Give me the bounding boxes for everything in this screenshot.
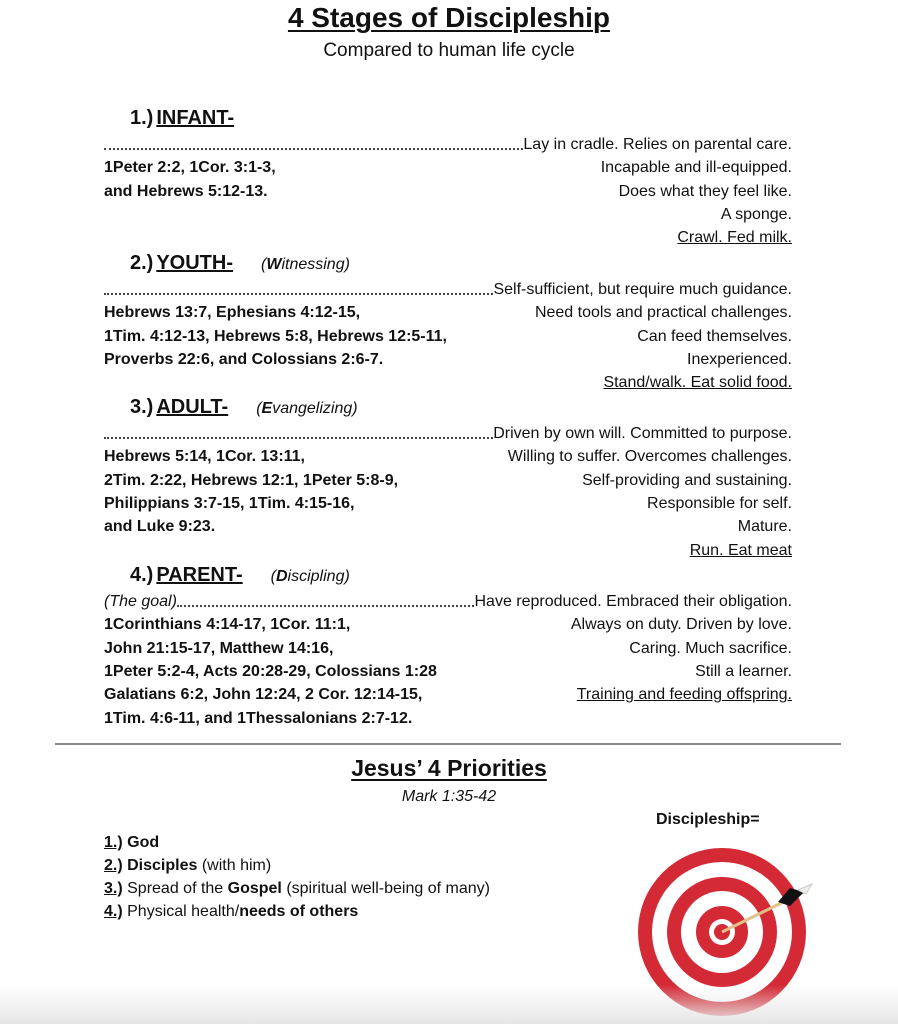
stage-label: YOUTH- [156, 252, 234, 274]
stage-label: ADULT- [156, 396, 229, 418]
priorities-title [0, 755, 898, 782]
priority-text: needs of others [239, 903, 359, 920]
title-text: 4 Stages of Discipleship [287, 2, 611, 33]
scripture-refs: 1Tim. 4:6-11, and 1Thessalonians 2:7-12. [104, 709, 413, 727]
scripture-refs: 1Peter 5:2-4, Acts 20:28-29, Colossians 1:28 [104, 662, 437, 680]
stage-line [104, 324, 792, 346]
stage-line [104, 277, 792, 299]
stage-description: Lay in cradle. Relies on parental care. [523, 136, 792, 153]
stage-line [104, 491, 792, 513]
scripture-refs: 2Tim. 2:22, Hebrews 12:1, 1Peter 5:8-9, [104, 471, 399, 489]
scripture-refs: 1Tim. 4:12-13, Hebrews 5:8, Hebrews 12:5-11, [104, 327, 447, 345]
priority-text: God [127, 834, 160, 851]
stage-description: Still a learner. [695, 662, 792, 680]
stage-line [104, 347, 792, 369]
stage-heading [130, 396, 358, 419]
paren: ( [270, 568, 276, 585]
scripture-refs: and Luke 9:23. [104, 518, 216, 536]
stage-line [104, 421, 792, 443]
sub-rest: vangelizing) [272, 400, 358, 417]
paren: ( [256, 400, 262, 417]
dot-leader [104, 293, 493, 295]
scripture-refs: Philippians 3:7-15, 1Tim. 4:15-16, [104, 494, 355, 512]
stage-line [104, 659, 792, 681]
page-subtitle: Compared to human life cycle [323, 40, 575, 61]
stage-description: Inexperienced. [687, 350, 792, 368]
dot-leader [177, 605, 475, 607]
stage-heading [130, 252, 350, 275]
stage-line [104, 514, 792, 536]
bottom-shadow [0, 985, 898, 1024]
dot-leader [104, 148, 523, 150]
stage-description: Willing to suffer. Overcomes challenges. [507, 448, 792, 466]
stage-label: PARENT- [156, 564, 243, 586]
paren: ( [261, 256, 267, 273]
discipleship-label: Discipleship= [656, 811, 760, 828]
stage-description: Need tools and practical challenges. [534, 304, 792, 322]
stage-number: 3.) [130, 396, 154, 418]
priority-text: Spread of the [127, 880, 228, 897]
priority-text: (with him) [197, 857, 272, 874]
scripture-refs: Hebrews 13:7, Ephesians 4:12-15, [104, 304, 361, 322]
stage-description: Does what they feel like. [618, 182, 792, 200]
priority-text: Physical health/ [127, 903, 240, 920]
stage-line [104, 706, 792, 728]
stage-description: Self-sufficient, but require much guidance. [493, 281, 792, 298]
priority-text: Disciples [127, 857, 198, 874]
stage-line [104, 202, 792, 224]
stage-description: Responsible for self. [647, 494, 792, 512]
scripture-refs: 1Peter 2:2, 1Cor. 3:1-3, [104, 159, 276, 177]
stage-line [104, 682, 792, 704]
scripture-refs: John 21:15-17, Matthew 14:16, [104, 639, 334, 657]
goal-note: (The goal) [104, 593, 177, 610]
stage-line [104, 444, 792, 466]
scripture-refs: 1Corinthians 4:14-17, 1Cor. 11:1, [104, 616, 351, 634]
priority-text: (spiritual well-being of many) [281, 880, 490, 897]
priority-number: 4.) [104, 903, 123, 920]
stage-line [104, 589, 792, 611]
stage-number: 1.) [130, 107, 154, 129]
stage-description: Can feed themselves. [637, 327, 792, 345]
priority-text: Gospel [227, 880, 282, 897]
stage-line [104, 370, 792, 392]
sub-rest: iscipling) [287, 568, 350, 585]
stage-line [104, 300, 792, 322]
stage-line [104, 132, 792, 154]
stage-heading [130, 564, 350, 587]
priority-item [104, 903, 358, 921]
stage-number: 2.) [130, 252, 154, 274]
stage-label: INFANT- [156, 107, 235, 129]
page-title [0, 2, 898, 34]
stage-heading [130, 107, 234, 130]
dot-leader [104, 437, 493, 439]
priority-number: 3.) [104, 880, 123, 897]
scripture-refs: Proverbs 22:6, and Colossians 2:6-7. [104, 350, 384, 368]
scripture-refs: Hebrews 5:14, 1Cor. 13:11, [104, 448, 305, 466]
stage-description: Have reproduced. Embraced their obligation. [474, 593, 792, 610]
priority-item [104, 834, 159, 852]
stage-line [104, 468, 792, 490]
priorities-title-text: Jesus’ 4 Priorities [351, 755, 547, 781]
stage-description: Driven by own will. Committed to purpose. [493, 425, 792, 442]
stage-description: A sponge. [720, 205, 792, 223]
stage-line [104, 155, 792, 177]
stage-description: Incapable and ill-equipped. [600, 159, 792, 177]
sub-initial: E [261, 400, 273, 417]
stage-line [104, 179, 792, 201]
stage-description: Crawl. Fed milk. [677, 229, 792, 247]
scripture-refs: Galatians 6:2, John 12:24, 2 Cor. 12:14-15, [104, 686, 423, 704]
stage-line [104, 636, 792, 658]
stage-line [104, 538, 792, 560]
stage-subtitle [271, 568, 350, 586]
stage-description: Mature. [737, 518, 792, 536]
priorities-reference: Mark 1:35-42 [401, 788, 497, 805]
priority-number: 1.) [104, 834, 123, 851]
stage-subtitle [261, 256, 350, 274]
stage-number: 4.) [130, 564, 154, 586]
stage-description: Always on duty. Driven by love. [570, 616, 792, 634]
sub-rest: itnessing) [281, 256, 350, 273]
stage-subtitle [256, 400, 357, 418]
stage-description: Self-providing and sustaining. [582, 471, 792, 489]
priority-number: 2.) [104, 857, 123, 874]
sub-initial: D [275, 568, 288, 585]
scripture-refs: and Hebrews 5:12-13. [104, 182, 268, 200]
stage-description: Run. Eat meat [689, 541, 792, 559]
stage-description: Stand/walk. Eat solid food. [603, 374, 792, 392]
sub-initial: W [266, 256, 282, 273]
stage-description: Caring. Much sacrifice. [629, 639, 792, 657]
stage-description: Training and feeding offspring. [576, 686, 792, 704]
priority-item [104, 880, 490, 898]
priority-item [104, 857, 271, 875]
stage-line [104, 225, 792, 247]
divider [55, 743, 841, 745]
stage-line [104, 612, 792, 634]
